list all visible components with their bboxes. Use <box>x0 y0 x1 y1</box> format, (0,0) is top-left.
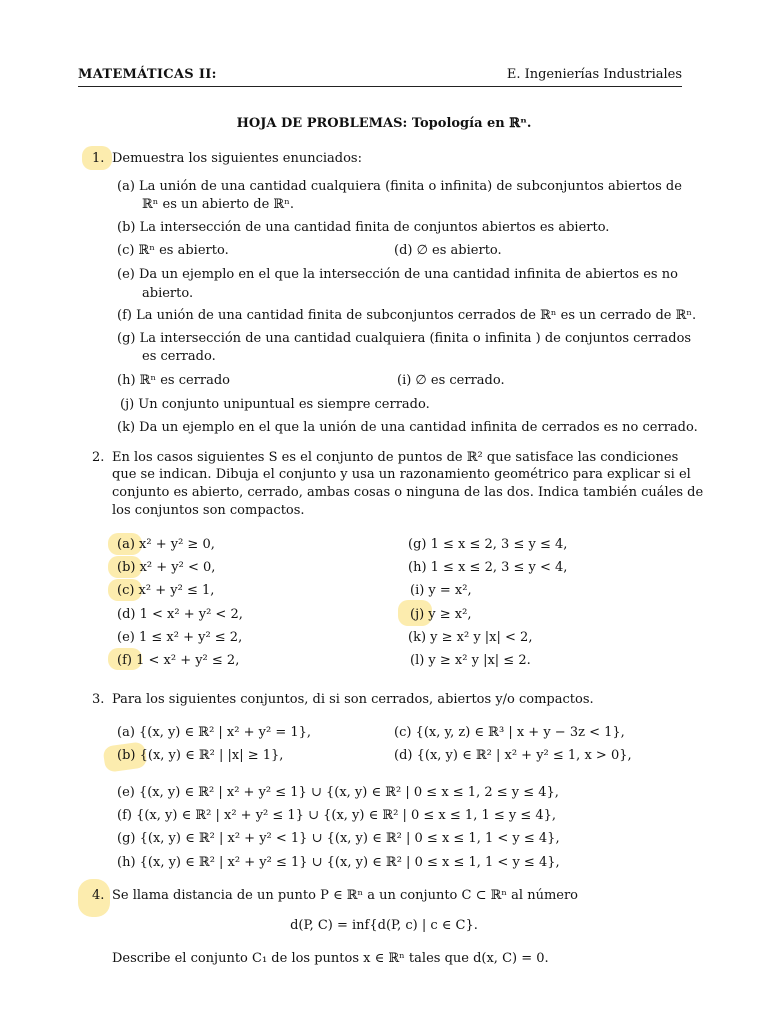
p1-item-e-line2: abierto. <box>142 286 194 301</box>
problem-1-number: 1. <box>92 151 105 166</box>
p2-item-l: (l) y ≥ x² y |x| ≤ 2. <box>410 653 531 668</box>
problem-4-number: 4. <box>92 888 105 903</box>
p3-item-a: (a) {(x, y) ∈ ℝ² | x² + y² = 1}, <box>117 725 312 740</box>
p2-item-h: (h) 1 ≤ x ≤ 2, 3 ≤ y < 4, <box>408 560 568 575</box>
p2-item-a: (a) x² + y² ≥ 0, <box>117 537 215 552</box>
p2-item-k: (k) y ≥ x² y |x| < 2, <box>408 630 533 645</box>
problem-4-intro: Se llama distancia de un punto P ∈ ℝⁿ a un conjunto C ⊂ ℝⁿ al número <box>112 888 579 903</box>
p1-item-g-line2: es cerrado. <box>142 349 216 364</box>
p2-item-e: (e) 1 ≤ x² + y² ≤ 2, <box>117 630 243 645</box>
problem-2-line-2: que se indican. Dibuja el conjunto y usa un razonamiento geométrico para explicar si el <box>112 467 691 482</box>
problem-3-intro: Para los siguientes conjuntos, di si son cerrados, abiertos y/o compactos. <box>112 692 594 707</box>
p1-item-j: (j) Un conjunto unipuntual es siempre cerrado. <box>120 397 430 412</box>
problem-2-line-3: conjunto es abierto, cerrado, ambas cosas o ninguna de las dos. Indica también cuáles de <box>112 485 704 500</box>
p1-item-h: (h) ℝⁿ es cerrado <box>117 373 231 388</box>
distance-formula: d(P, C) = inf{d(P, c) | c ∈ C}. <box>290 918 478 933</box>
p3-item-f: (f) {(x, y) ∈ ℝ² | x² + y² ≤ 1} ∪ {(x, y) ∈ ℝ² | 0 ≤ x ≤ 1, 1 ≤ y ≤ 4}, <box>117 808 557 823</box>
school-name: E. Ingenierías Industriales <box>506 67 682 82</box>
p2-item-d: (d) 1 < x² + y² < 2, <box>117 607 243 622</box>
p1-item-a-line1: (a) La unión de una cantidad cualquiera (finita o infinita) de subconjuntos abiertos de <box>117 179 682 194</box>
p3-item-c: (c) {(x, y, z) ∈ ℝ³ | x + y − 3z < 1}, <box>394 725 625 740</box>
p2-item-b: (b) x² + y² < 0, <box>117 560 216 575</box>
p1-item-e-line1: (e) Da un ejemplo en el que la intersección de una cantidad infinita de abiertos es no <box>117 267 678 282</box>
p1-item-k: (k) Da un ejemplo en el que la unión de una cantidad infinita de cerrados es no cerrado. <box>117 420 698 435</box>
p2-item-g: (g) 1 ≤ x ≤ 2, 3 ≤ y ≤ 4, <box>408 537 568 552</box>
p2-item-f: (f) 1 < x² + y² ≤ 2, <box>117 653 240 668</box>
p3-item-d: (d) {(x, y) ∈ ℝ² | x² + y² ≤ 1, x > 0}, <box>394 748 632 763</box>
problem-2-line-4: los conjuntos son compactos. <box>112 503 305 518</box>
problem-2-line-1: En los casos siguientes S es el conjunto de puntos de ℝ² que satisface las condiciones <box>112 450 679 465</box>
p1-item-f: (f) La unión de una cantidad finita de subconjuntos cerrados de ℝⁿ es un cerrado de ℝⁿ. <box>117 308 697 323</box>
p1-item-d: (d) ∅ es abierto. <box>394 243 502 258</box>
sheet-title: HOJA DE PROBLEMAS: Topología en ℝⁿ. <box>236 116 532 131</box>
p3-item-h: (h) {(x, y) ∈ ℝ² | x² + y² ≤ 1} ∪ {(x, y) ∈ ℝ² | 0 ≤ x ≤ 1, 1 < y ≤ 4}, <box>117 855 560 870</box>
p1-item-a-line2: ℝⁿ es un abierto de ℝⁿ. <box>142 197 294 212</box>
problem-2-number: 2. <box>92 450 105 465</box>
header-rule <box>78 86 682 87</box>
p1-item-g-line1: (g) La intersección de una cantidad cualquiera (finita o infinita ) de conjuntos cerrados <box>117 331 692 346</box>
p1-item-c: (c) ℝⁿ es abierto. <box>117 243 229 258</box>
p1-item-i: (i) ∅ es cerrado. <box>397 373 505 388</box>
problem-4-describe: Describe el conjunto C₁ de los puntos x ∈ ℝⁿ tales que d(x, C) = 0. <box>112 951 549 966</box>
p3-item-g: (g) {(x, y) ∈ ℝ² | x² + y² < 1} ∪ {(x, y) ∈ ℝ² | 0 ≤ x ≤ 1, 1 < y ≤ 4}, <box>117 831 560 846</box>
p2-item-i: (i) y = x², <box>410 583 472 598</box>
course-title: MATEMÁTICAS II: <box>78 67 217 82</box>
p3-item-e: (e) {(x, y) ∈ ℝ² | x² + y² ≤ 1} ∪ {(x, y) ∈ ℝ² | 0 ≤ x ≤ 1, 2 ≤ y ≤ 4}, <box>117 785 559 800</box>
p1-item-b: (b) La intersección de una cantidad finita de conjuntos abiertos es abierto. <box>117 220 610 235</box>
problem-1-intro: Demuestra los siguientes enunciados: <box>112 151 362 166</box>
problem-3-number: 3. <box>92 692 105 707</box>
p2-item-c: (c) x² + y² ≤ 1, <box>117 583 215 598</box>
p2-item-j: (j) y ≥ x², <box>410 607 472 622</box>
p3-item-b: (b) {(x, y) ∈ ℝ² | |x| ≥ 1}, <box>117 748 284 763</box>
